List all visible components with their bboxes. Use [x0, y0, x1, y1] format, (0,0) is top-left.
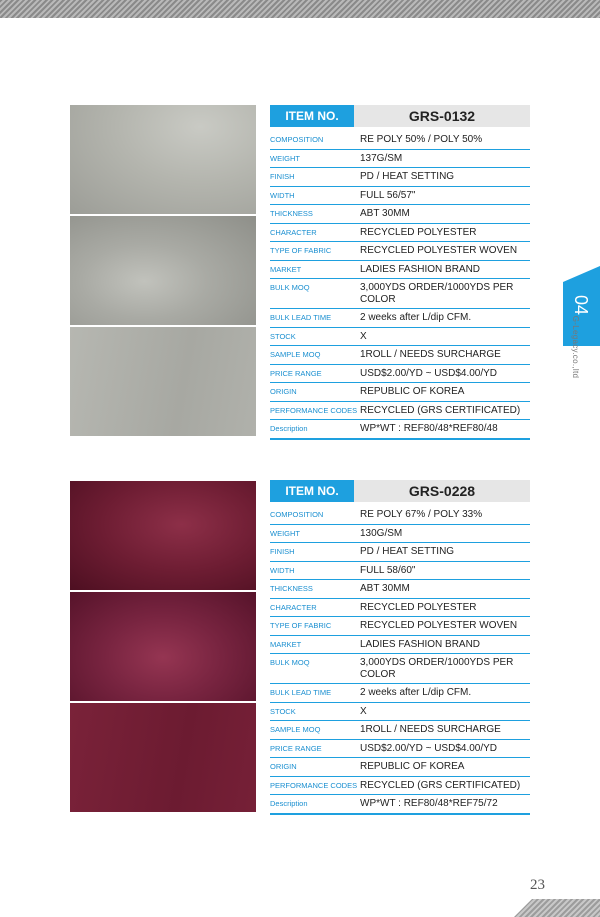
spec-label: TYPE OF FABRIC [270, 246, 332, 255]
fabric-swatches-grs-0132 [70, 105, 256, 438]
spec-row [270, 506, 530, 525]
spec-row [270, 346, 530, 365]
spec-rows [270, 506, 530, 815]
spec-label: CHARACTER [270, 602, 317, 612]
spec-value: WP*WT : REF80/48*REF75/72 [360, 798, 498, 809]
spec-row [270, 309, 530, 328]
spec-value: RECYCLED POLYESTER [360, 601, 477, 613]
spec-row [270, 654, 530, 684]
spec-value: PD / HEAT SETTING [360, 171, 455, 182]
spec-label: STOCK [270, 706, 296, 716]
spec-label: PRICE RANGE [270, 368, 322, 378]
spec-value: 3,000YDS ORDER/1000YDS PER COLOR [360, 282, 514, 305]
spec-table-grs-0228 [270, 480, 530, 815]
spec-label: TYPE OF FABRIC [270, 621, 332, 630]
spec-label: BULK LEAD TIME [270, 688, 332, 697]
spec-value: LADIES FASHION BRAND [360, 263, 481, 275]
spec-label: SAMPLE MOQ [270, 725, 321, 734]
spec-value: ABT 30MM [360, 208, 410, 219]
spec-row [270, 543, 530, 562]
spec-value: PD / HEAT SETTING [360, 546, 455, 557]
spec-value: 137G/SM [360, 152, 403, 164]
spec-row [270, 721, 530, 740]
spec-label: THICKNESS [270, 209, 313, 218]
spec-row [270, 795, 530, 815]
spec-value: FULL 56/57" [360, 189, 416, 201]
spec-row [270, 261, 530, 280]
fabric-photo-flat [70, 327, 256, 436]
spec-row [270, 279, 530, 309]
fabric-photo-drape [70, 105, 256, 214]
spec-label: CHARACTER [270, 227, 317, 237]
spec-value: FULL 58/60" [360, 564, 416, 576]
item-no-label: ITEM NO. [270, 105, 354, 127]
section-number: 04 [571, 294, 591, 316]
top-decorative-band [0, 0, 600, 18]
spec-row [270, 224, 530, 243]
spec-rows [270, 131, 530, 440]
spec-value: 2 weeks after L/dip CFM. [360, 687, 472, 698]
spec-value: 1ROLL / NEEDS SURCHARGE [360, 724, 501, 735]
spec-header [270, 105, 530, 127]
fabric-photo-folds [70, 592, 256, 701]
spec-label: BULK LEAD TIME [270, 313, 332, 322]
spec-label: ORIGIN [270, 387, 297, 396]
spec-label: FINISH [270, 172, 295, 181]
spec-label: COMPOSITION [270, 135, 324, 144]
spec-value: RECYCLED POLYESTER WOVEN [360, 245, 518, 256]
spec-label: PERFORMANCE CODES [270, 405, 358, 415]
spec-label: MARKET [270, 264, 302, 274]
company-name: G-Legacy.co.,ltd [571, 315, 580, 379]
spec-label: FINISH [270, 547, 295, 556]
spec-row [270, 187, 530, 206]
spec-value: RECYCLED POLYESTER [360, 226, 477, 238]
spec-value: RECYCLED POLYESTER WOVEN [360, 620, 518, 631]
spec-value: X [360, 705, 367, 717]
spec-row [270, 168, 530, 187]
spec-row [270, 131, 530, 150]
spec-label: STOCK [270, 331, 296, 341]
spec-value: USD$2.00/YD ~ USD$4.00/YD [360, 742, 498, 754]
spec-row [270, 328, 530, 347]
spec-value: RECYCLED (GRS CERTIFICATED) [360, 404, 521, 416]
spec-row [270, 758, 530, 777]
spec-label: Description [270, 424, 308, 433]
spec-value: RE POLY 67% / POLY 33% [360, 509, 483, 520]
spec-label: WEIGHT [270, 153, 300, 163]
spec-value: ABT 30MM [360, 583, 410, 594]
spec-row [270, 365, 530, 384]
spec-row [270, 580, 530, 599]
spec-label: WIDTH [270, 190, 295, 200]
spec-row [270, 383, 530, 402]
fabric-photo-flat [70, 703, 256, 812]
fabric-photo-drape [70, 481, 256, 590]
spec-row [270, 636, 530, 655]
spec-row [270, 777, 530, 796]
spec-row [270, 525, 530, 544]
item-no-label: ITEM NO. [270, 480, 354, 502]
spec-label: PRICE RANGE [270, 743, 322, 753]
spec-row [270, 703, 530, 722]
spec-label: SAMPLE MOQ [270, 350, 321, 359]
spec-table-grs-0132 [270, 105, 530, 440]
spec-label: MARKET [270, 639, 302, 649]
spec-value: X [360, 330, 367, 342]
spec-row [270, 205, 530, 224]
spec-label: COMPOSITION [270, 510, 324, 519]
spec-row [270, 617, 530, 636]
spec-value: 2 weeks after L/dip CFM. [360, 312, 472, 323]
spec-header [270, 480, 530, 502]
spec-value: REPUBLIC OF KOREA [360, 761, 465, 772]
spec-row [270, 420, 530, 440]
spec-value: WP*WT : REF80/48*REF80/48 [360, 423, 498, 434]
spec-value: 3,000YDS ORDER/1000YDS PER COLOR [360, 657, 514, 680]
spec-label: ORIGIN [270, 762, 297, 771]
spec-row [270, 402, 530, 421]
spec-value: 130G/SM [360, 527, 403, 539]
spec-row [270, 599, 530, 618]
spec-label: WEIGHT [270, 528, 300, 538]
spec-value: REPUBLIC OF KOREA [360, 386, 465, 397]
spec-label: PERFORMANCE CODES [270, 780, 358, 790]
spec-row [270, 242, 530, 261]
spec-label: BULK MOQ [270, 658, 310, 667]
spec-row [270, 150, 530, 169]
spec-value: 1ROLL / NEEDS SURCHARGE [360, 349, 501, 360]
spec-label: BULK MOQ [270, 283, 310, 292]
spec-row [270, 562, 530, 581]
spec-row [270, 684, 530, 703]
spec-label: Description [270, 799, 308, 808]
fabric-swatches-grs-0228 [70, 481, 256, 814]
spec-value: USD$2.00/YD ~ USD$4.00/YD [360, 367, 498, 379]
spec-value: RE POLY 50% / POLY 50% [360, 134, 483, 145]
spec-label: THICKNESS [270, 584, 313, 593]
page-number: 23 [530, 877, 545, 893]
spec-value: LADIES FASHION BRAND [360, 638, 481, 650]
bottom-decorative-band [514, 899, 600, 917]
fabric-photo-folds [70, 216, 256, 325]
item-no-value: GRS-0132 [354, 105, 530, 127]
spec-row [270, 740, 530, 759]
spec-label: WIDTH [270, 565, 295, 575]
item-no-value: GRS-0228 [354, 480, 530, 502]
spec-value: RECYCLED (GRS CERTIFICATED) [360, 779, 521, 791]
